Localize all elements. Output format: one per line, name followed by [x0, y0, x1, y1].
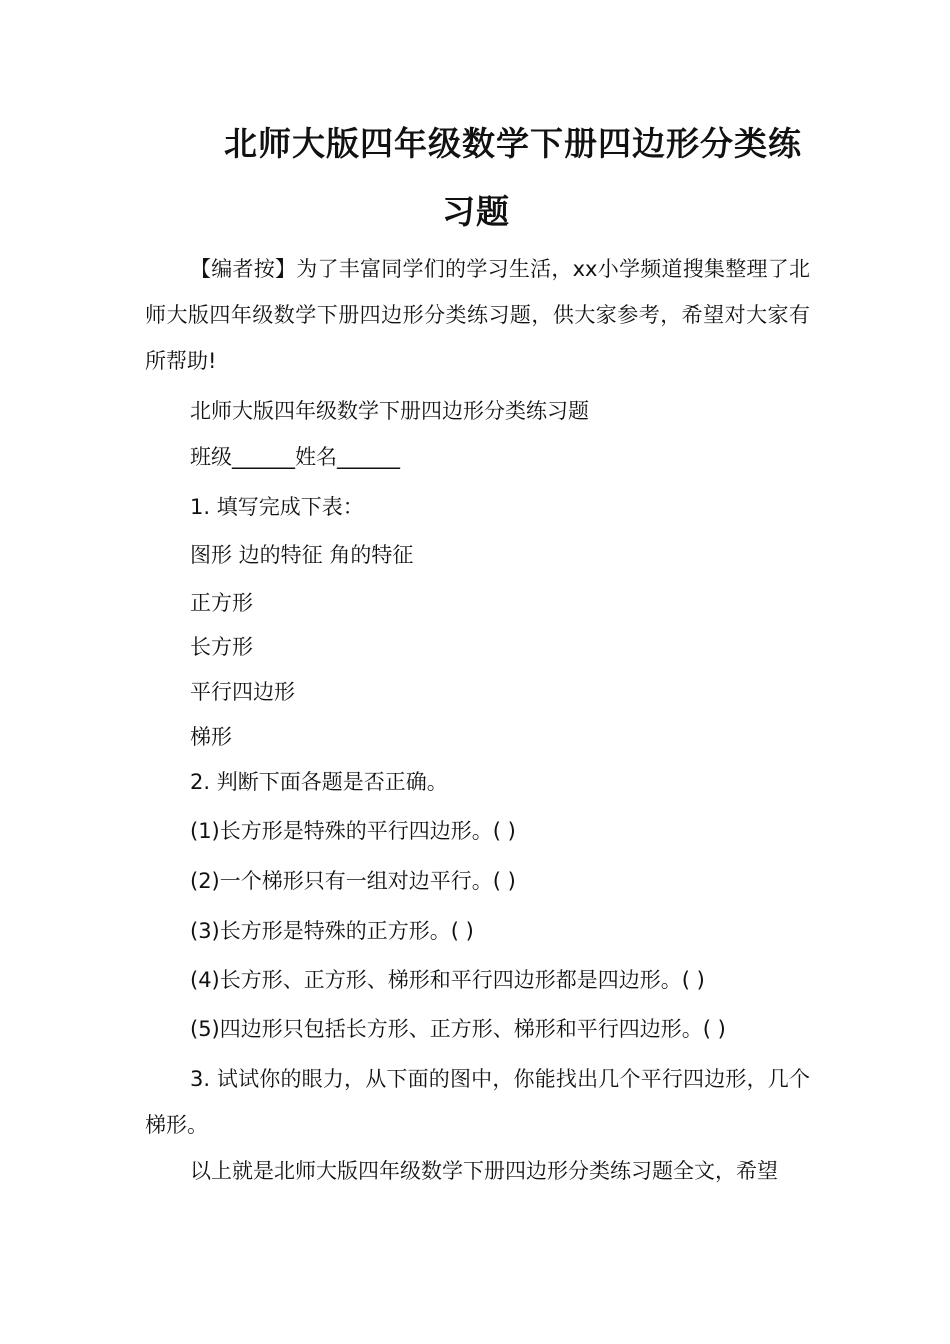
question-2-item-1: (1)长方形是特殊的平行四边形。( )	[190, 819, 516, 843]
table-row-square: 正方形	[190, 591, 253, 615]
question-2-item-4: (4)长方形、正方形、梯形和平行四边形都是四边形。( )	[190, 968, 705, 992]
class-name-line: 班级______姓名______	[190, 445, 400, 469]
question-3: 3. 试试你的眼力，从下面的图中，你能找出几个平行四边形，几个梯形。	[145, 1067, 810, 1137]
editor-note-paragraph: 【编者按】为了丰富同学们的学习生活，xx小学频道搜集整理了北师大版四年级数学下册四边形分类练习题，供大家参考，希望对大家有所帮助!	[145, 257, 810, 373]
title-line-2: 习题	[442, 192, 510, 231]
question-2-item-5: (5)四边形只包括长方形、正方形、梯形和平行四边形。( )	[190, 1017, 726, 1041]
subtitle: 北师大版四年级数学下册四边形分类练习题	[190, 399, 589, 423]
closing-paragraph: 以上就是北师大版四年级数学下册四边形分类练习题全文，希望	[190, 1159, 778, 1183]
question-2-item-2: (2)一个梯形只有一组对边平行。( )	[190, 869, 516, 893]
title-line-1: 北师大版四年级数学下册四边形分类练	[224, 124, 802, 163]
question-1: 1. 填写完成下表：	[190, 495, 364, 519]
question-2: 2. 判断下面各题是否正确。	[190, 770, 448, 794]
table-header: 图形 边的特征 角的特征	[190, 543, 414, 567]
table-row-rectangle: 长方形	[190, 635, 253, 659]
table-row-parallelogram: 平行四边形	[190, 680, 295, 704]
table-row-trapezoid: 梯形	[190, 725, 232, 749]
question-2-item-3: (3)长方形是特殊的正方形。( )	[190, 919, 474, 943]
